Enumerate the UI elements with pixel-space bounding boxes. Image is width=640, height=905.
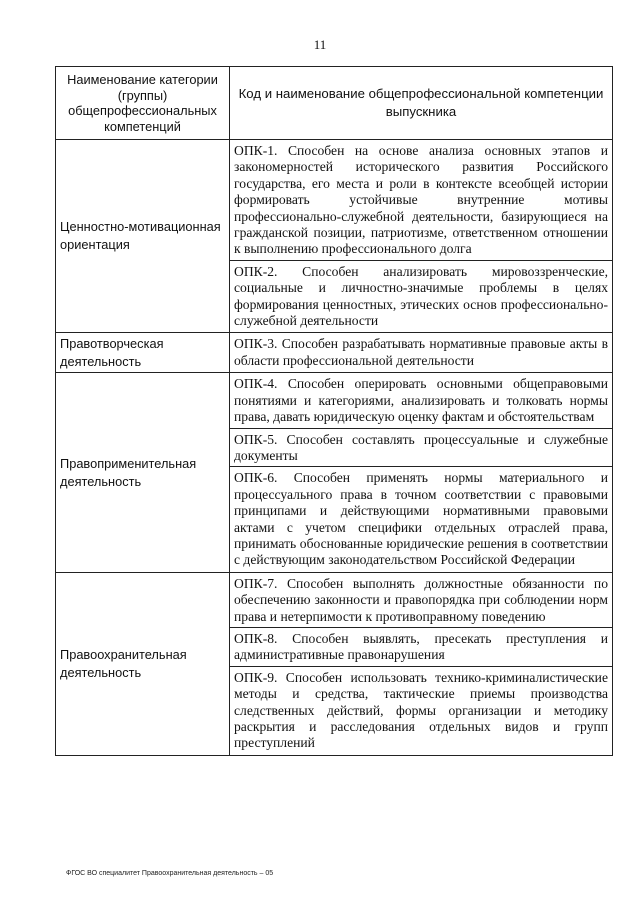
competence-item: ОПК-7. Способен выполнять должностные обязанности по обеспечению законности и правопорядка при соблюдении норм права и нетерпимости к противоправному поведению [234,575,608,624]
category-cell: Ценностно-мотивационная ориентация [56,140,230,333]
competence-cell [230,333,613,373]
competence-cell [230,140,613,333]
competence-item: ОПК-4. Способен оперировать основными общеправовыми понятиями и категориями, анализировать и толковать нормы права, давать юридическую оценку фактам и обстоятельствам [234,376,608,425]
competence-item: ОПК-3. Способен разрабатывать нормативные правовые акты в области профессиональной деятельности [234,336,608,368]
competence-item: ОПК-8. Способен выявлять, пресекать преступления и административные правонарушения [230,627,612,666]
header-category: Наименование категории (группы) общепрофессиональных компетенций [56,67,230,140]
competence-item: ОПК-1. Способен на основе анализа основных этапов и закономерностей исторического развития Российского государства, его места и роли в контексте всеобщей истории формировать устойчивые внутренние мотивы профессионально-служебной деятельности, базирующиеся на гражданской позиции, патриотизме, ответственном отношении к выполнению профессионального долга [234,143,608,257]
header-competence: Код и наименование общепрофессиональной компетенции выпускника [230,67,613,140]
page-number: 11 [313,37,327,52]
competence-item: ОПК-9. Способен использовать технико-криминалистические методы и средства, тактические приемы производства следственных действий, формы организации и методику раскрытия и расследования отдельных видов и групп преступлений [230,666,612,754]
competence-cell [230,373,613,572]
category-cell: Правоохранительная деятельность [56,572,230,755]
table-row [56,140,613,333]
table-row [56,333,613,373]
category-cell: Правоприменительная деятельность [56,373,230,572]
document-footer: ФГОС ВО специалитет Правоохранительная деятельность – 05 [66,870,274,877]
table-row [56,572,613,755]
category-cell: Правотворческая деятельность [56,333,230,373]
table-header-row [56,67,613,140]
competencies-table [55,66,613,756]
competence-item: ОПК-2. Способен анализировать мировоззренческие, социальные и личностно-значимые проблемы в целях формирования ценностных, этических основ профессионально-служебной деятельности [230,260,612,332]
table-row [56,373,613,572]
competence-item: ОПК-5. Способен составлять процессуальные и служебные документы [230,428,612,467]
competence-cell [230,572,613,755]
competence-item: ОПК-6. Способен применять нормы материального и процессуального права в точном соответствии с правовыми принципами и действующими нормативными правовыми актами с учетом специфики отдельных отраслей права, принимать обоснованные юридические решения в соответствии с действующим законодательством Российской Федерации [230,466,612,570]
